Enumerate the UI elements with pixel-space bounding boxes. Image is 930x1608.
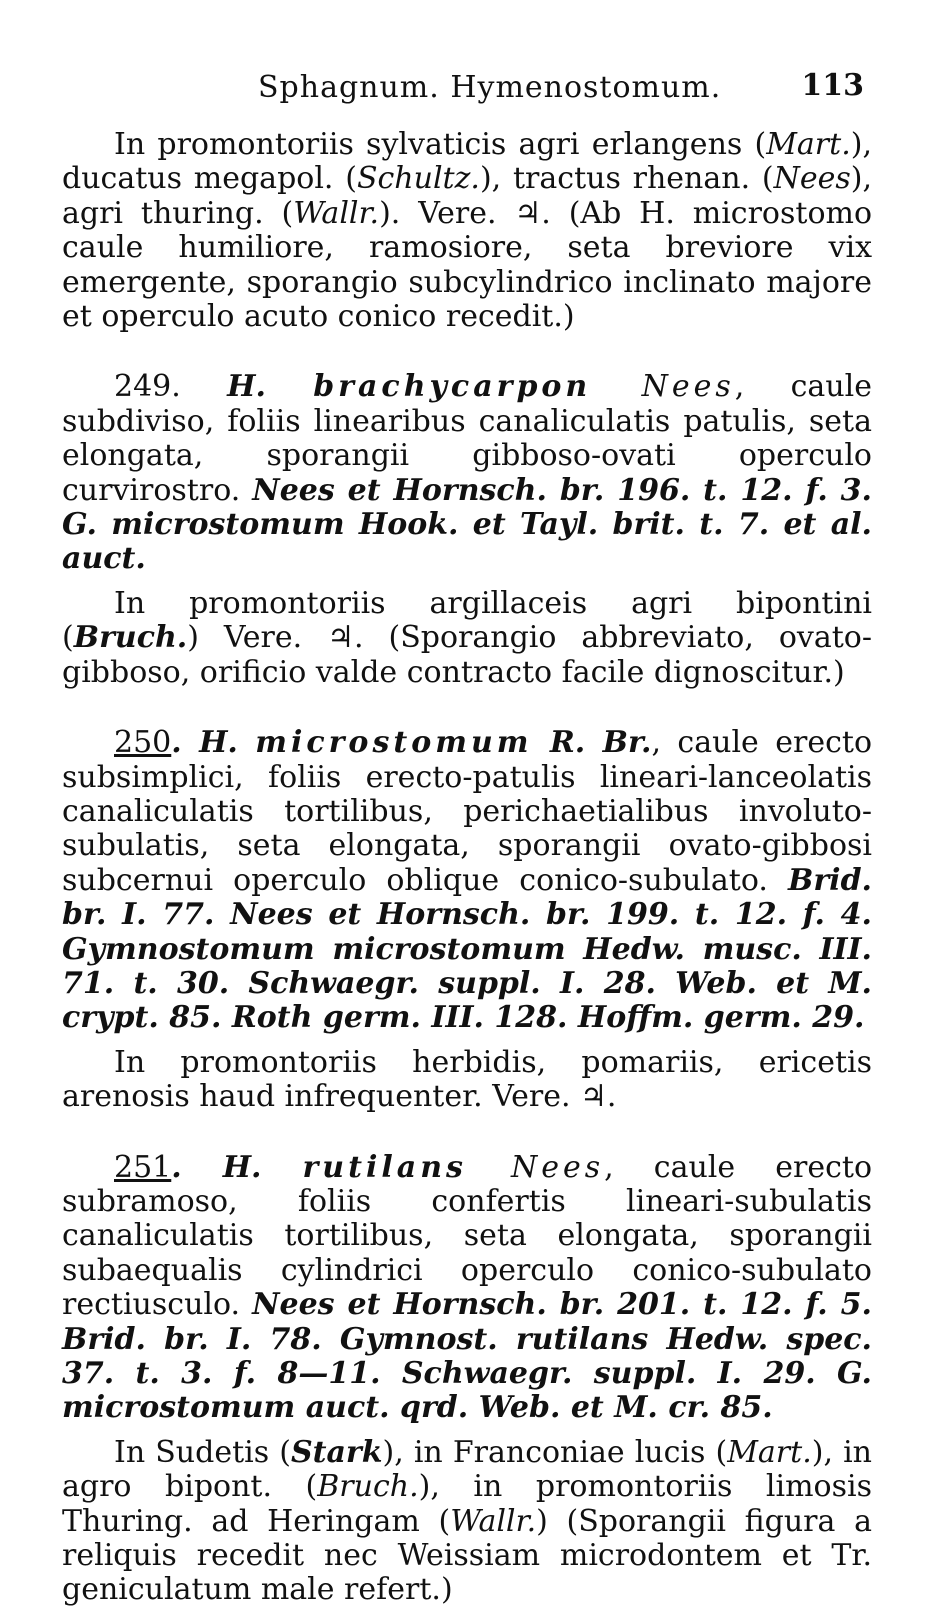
running-title: Sphagnum. Hymenostomum. xyxy=(258,70,722,105)
entry-references: Brid. br. I. 77. Nees et Hornsch. br. 199. t. 12. f. 4. Gymnostomum microstomum Hedw. musc. III. 71. t. 30. Schwaegr. suppl. I. 28. Web. et M. crypt. 85. Roth germ. III. 128. Hoffm. germ. 29. xyxy=(62,862,872,1036)
entry-references: Nees et Hornsch. br. 196. t. 12. f. 3. G. microstomum Hook. et Tayl. brit. t. 7. et al. auct. xyxy=(62,472,873,577)
entry-number: 250 xyxy=(114,725,172,761)
species-author: R. Br. xyxy=(532,725,652,761)
species-name: brachycarpon xyxy=(313,369,592,405)
species-author: Nees xyxy=(591,369,735,405)
page-number: 113 xyxy=(801,68,864,103)
species-author: Nees xyxy=(466,1149,605,1185)
paragraph-habitat-microstomo: In promontoriis sylvaticis agri erlangens (Mart.), ducatus megapol. (Schultz.), tractus rhenan. (Nees), agri thuring. (Wallr.). Vere. ♃. (Ab H. microstomo caule humiliore, ramosiore, seta breviore vix emergente, sporangio subcylindrico inclinato majore et operculo acuto conico recedit.) xyxy=(62,127,873,335)
species-name: microstomum xyxy=(255,725,533,761)
entry-250: 250. H. microstomum R. Br., caule erecto subsimplici, foliis erecto-patulis lineari-lanceolatis canaliculatis tortilibus, perichaetialibus involuto-subulatis, seta elongata, sporangii ovato-gibbosi subcernui operculo oblique conico-subulato. Brid. br. I. 77. Nees et Hornsch. br. 199. t. 12. f. 4. Gymnostomum microstomum Hedw. musc. III. 71. t. 30. Schwaegr. suppl. I. 28. Web. et M. crypt. 85. Roth germ. III. 128. Hoffm. germ. 29. xyxy=(62,725,873,1036)
page-body xyxy=(62,128,872,1608)
entry-249: 249. H. brachycarpon Nees, caule subdiviso, foliis linearibus canaliculatis patulis, seta elongata, sporangii gibboso-ovati operculo curvirostro. Nees et Hornsch. br. 196. t. 12. f. 3. G. microstomum Hook. et Tayl. brit. t. 7. et al. auct. xyxy=(62,369,873,577)
paragraph-habitat-249: In promontoriis argillaceis agri bipontini (Bruch.) Vere. ♃. (Sporangio abbreviato, ovato-gibboso, orificio valde contracto facile dignoscitur.) xyxy=(62,585,872,690)
entry-251: 251. H. rutilans Nees, caule erecto subramoso, foliis confertis lineari-subulatis canaliculatis tortilibus, seta elongata, sporangii subaequalis cylindrici operculo conico-subulato rectiusculo. Nees et Hornsch. br. 201. t. 12. f. 5. Brid. br. I. 78. Gymnost. rutilans Hedw. spec. 37. t. 3. f. 8—11. Schwaegr. suppl. I. 29. G. microstomum auct. qrd. Web. et M. cr. 85. xyxy=(62,1149,873,1426)
paragraph-habitat-251: In Sudetis (Stark), in Franconiae lucis (Mart.), in agro bipont. (Bruch.), in promontoriis limosis Thuring. ad Heringam (Wallr.) (Sporangii figura a reliquis recedit nec Weissiam microdontem et Tr. geniculatum male refert.) xyxy=(62,1434,872,1608)
entry-number: 251 xyxy=(114,1149,172,1185)
entry-number: 249. xyxy=(114,369,228,405)
entry-references: Nees et Hornsch. br. 201. t. 12. f. 5. Brid. br. I. 78. Gymnost. rutilans Hedw. spec. 37. t. 3. f. 8—11. Schwaegr. suppl. I. 29. G. microstomum auct. qrd. Web. et M. cr. 85. xyxy=(62,1287,872,1426)
paragraph-habitat-250: In promontoriis herbidis, pomariis, ericetis arenosis haud infrequenter. Vere. ♃. xyxy=(62,1044,872,1115)
page-header xyxy=(0,62,930,112)
species-name: rutilans xyxy=(302,1149,467,1185)
